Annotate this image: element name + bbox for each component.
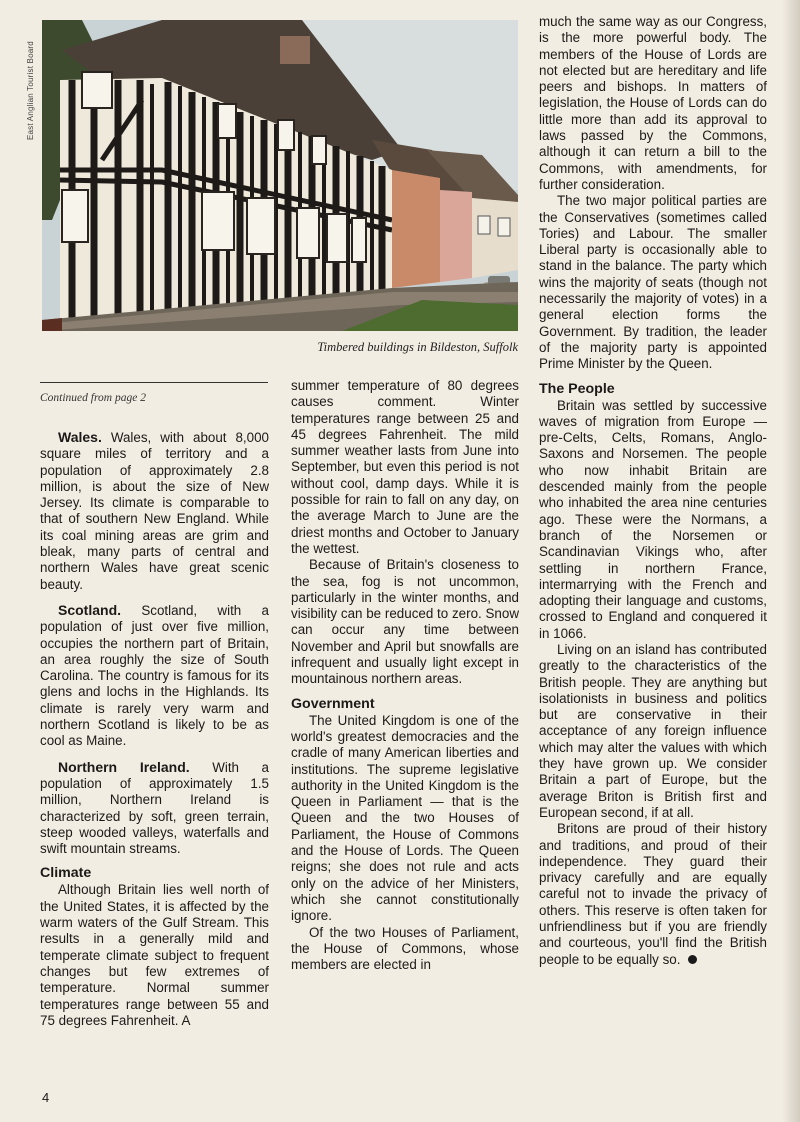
divider-rule [40, 382, 268, 383]
northern-ireland-paragraph [40, 759, 269, 858]
houses-continued-paragraph: much the same way as our Congress, is the more powerful body. The members of the House of Lords are not elected but are hereditary and life peers and bishops. In matters of legislation, the House of Lords can do little more than add its approval to laws passed by the Commons, although it can return a bill to the Commons, with amendments, for further consideration. [539, 14, 767, 192]
people-heading: The People [539, 380, 615, 397]
climate-continued-paragraph: summer temperature of 80 degrees causes comment. Winter temperatures range between 25 and 45 degrees Fahrenheit. The mild summer weather lasts from June into September, but even this period is not without cool, damp days. While it is possible for rain to fall on any day, on the average March to June are the driest months and October to January the wettest. [291, 378, 519, 556]
continued-note: Continued from page 2 [40, 392, 146, 404]
page-edge-shadow [782, 0, 800, 1122]
proud-text: Britons are proud of their history and traditions, and proud of their independence. They guard their privacy carefully and are equally careful not to invade the privacy of others. This reserve is often taken for unfriendliness but if you are friendly and courteous, you'll find the British people to be equally so. [539, 821, 767, 967]
island-paragraph: Living on an island has contributed greatly to the characteristics of the British people. They are anything but isolationists in business and politics but are conservative in their acceptance of any foreign influence which may alter the values with which they have grown up. We consider Britain a part of Europe, but the average Briton is British first and European second, if at all. [539, 641, 767, 820]
northern-ireland-heading: Northern Ireland. [58, 758, 190, 775]
scotland-paragraph [40, 602, 269, 750]
column-3 [539, 14, 767, 968]
government-heading: Government [291, 695, 375, 712]
scotland-heading: Scotland. [58, 601, 122, 618]
page-number: 4 [42, 1090, 50, 1105]
northern-ireland-text: With a population of approximately 1.5 million, Northern Ireland is characterized by soft, green terrain, steep wooded valleys, waterfalls and swift mountain streams. [40, 759, 269, 857]
column-1 [40, 429, 269, 1029]
photo-credit: East Anglian Tourist Board [26, 41, 35, 140]
timbered-buildings-image [42, 20, 518, 331]
proud-paragraph [539, 821, 767, 968]
wales-text: Wales, with about 8,000 square miles of territory and a population of approximately 2.8 million, is about the size of New Jersey. Its climate is comparable to that of southern New England. While its coal mining areas are grim and bleak, many parts of central and northern Wales have great scenic beauty. [40, 430, 269, 592]
wales-paragraph [40, 429, 269, 593]
climate-paragraph: Although Britain lies well north of the United States, it is affected by the warm waters of the Gulf Stream. This results in a generally mild and temperate climate subject to frequent changes but few extremes of temperature. Normal summer temperatures range between 55 and 75 degrees Fahrenheit. A [40, 882, 269, 1028]
people-paragraph: Britain was settled by successive waves of migration from Europe — pre-Celts, Celts, Romans, Anglo-Saxons and Norsemen. The people who now inhabit Britain are descended mainly from the people who inhabited the area nine centuries ago. These were the Normans, a branch of the Norsemen or Scandinavian Vikings who, after settling in northern France, intermarrying with the French and adopting their language and customs, crossed to England and conquered it in 1066. [539, 397, 767, 641]
photo-caption: Timbered buildings in Bildeston, Suffolk [317, 340, 518, 354]
end-mark-icon [688, 955, 697, 964]
scotland-text: Scotland, with a population of just over five million, occupies the northern part of Britain, an area roughly the size of South Carolina. The country is famous for its glens and lochs in the Highlands. Its climate is rarely very warm and northern Scotland is likely to be as cool as Maine. [40, 602, 269, 749]
photo-timbered-buildings [42, 20, 518, 331]
column-2 [291, 378, 519, 973]
government-paragraph: The United Kingdom is one of the world's greatest democracies and the cradle of many American liberties and institutions. The supreme legislative authority in the United Kingdom is the Queen in Parliament — that is the Queen and the two Houses of Parliament, the House of Commons and the House of Lords. The Queen reigns; she does not rule and acts only on the advice of her Ministers, which she cannot constitutionally ignore. [291, 712, 519, 924]
fog-paragraph: Because of Britain's closeness to the sea, fog is not uncommon, particularly in the winter months, and visibility can be reduced to zero. Snow can occur any time between November and April but snowfalls are infrequent and usually light except in mountainous northern areas. [291, 557, 519, 687]
houses-paragraph: Of the two Houses of Parliament, the House of Commons, whose members are elected in [291, 924, 519, 973]
parties-paragraph: The two major political parties are the Conservatives (sometimes called Tories) and Labour. The smaller Liberal party is occasionally able to stand in the balance. The party which wins the majority of seats (though not necessarily the majority of votes) in a general election forms the Government. By tradition, the leader of the majority party is appointed Prime Minister by the Queen. [539, 193, 767, 372]
climate-heading: Climate [40, 865, 92, 882]
wales-heading: Wales. [58, 429, 102, 445]
